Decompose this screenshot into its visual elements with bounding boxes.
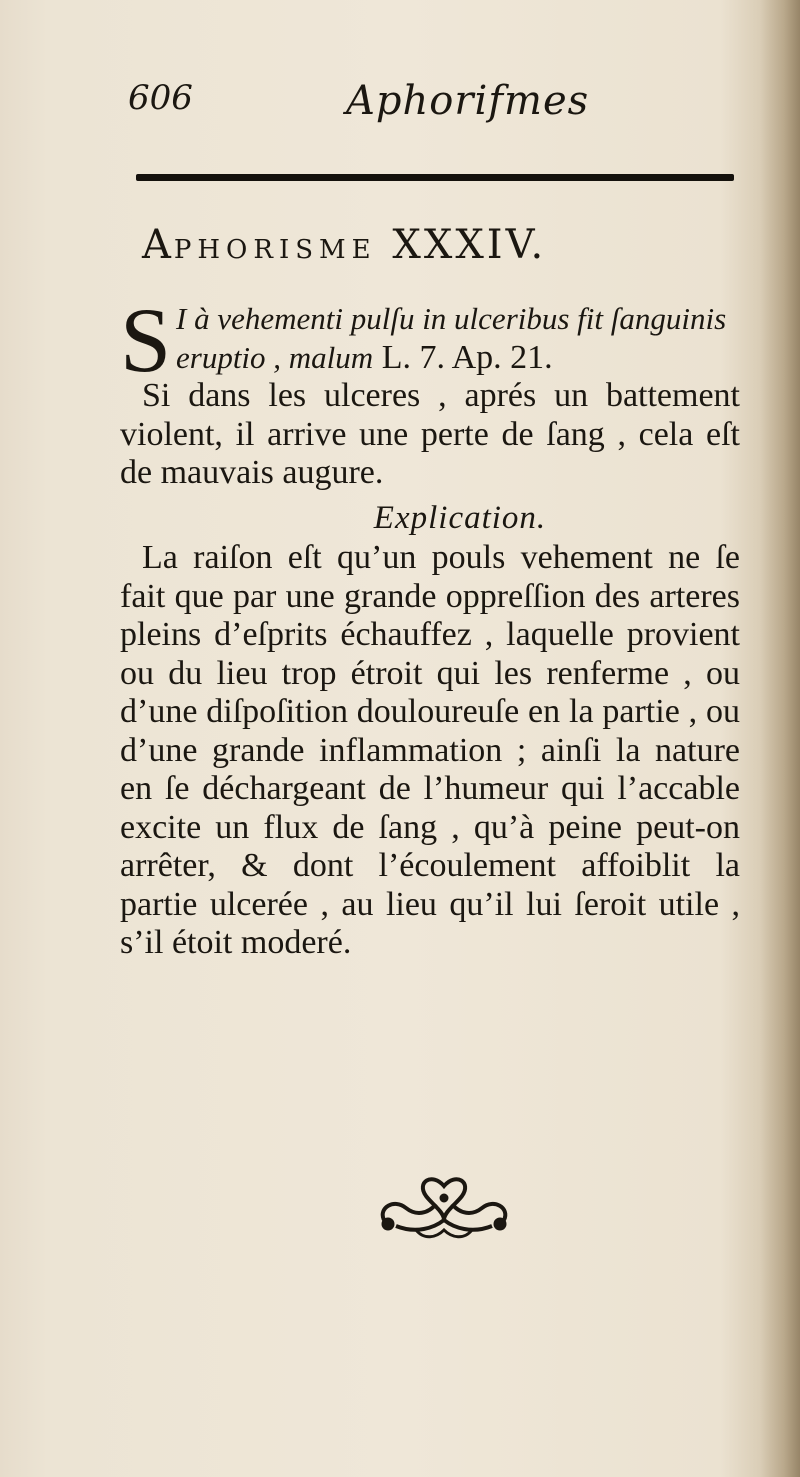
latin-aphorism [120,289,740,391]
page-header [128,78,740,128]
aphorism-heading [142,222,742,268]
running-title: Aphorifmes [346,78,590,124]
heading-first-letter: A [142,222,174,268]
french-translation: Si dans les ulceres , aprés un battement violent, il arrive une perte de ſang , cela eſt de mauvais augure. [120,377,740,491]
aphorism-number: XXXIV. [392,222,547,268]
drop-cap: S [120,289,172,391]
tailpiece-ornament-icon [376,1168,512,1244]
explication-heading: Explication. [373,499,547,536]
latin-text: I à vehementi pulſu in ulceribus fit ſanguinis eruptio , malum [176,301,727,375]
body-text [120,289,740,963]
latin-reference: L. 7. Ap. 21. [373,338,553,376]
page-spine-shadow [760,0,800,1477]
page-number: 606 [128,78,193,118]
heading-small-caps: PHORISME [173,235,377,265]
header-rule [136,174,734,181]
explication-paragraph: La raiſon eſt qu’un pouls vehement ne ſe fait que par une grande oppreſſion des arteres pleins d’eſprits échauffez , laquelle provient ou du lieu trop étroit qui les renferme , ou d’une diſpoſition douloureuſe en la partie , ou d’une grande inflammation ; ainſi la nature en ſe déchargeant de l’humeur qui l’accable excite un flux de ſang , qu’à peine peut-on arrêter, & dont l’écoulement affoiblit la partie ulcerée , au lieu qu’il lui ſeroit utile , s’il étoit moderé. [120,539,740,961]
